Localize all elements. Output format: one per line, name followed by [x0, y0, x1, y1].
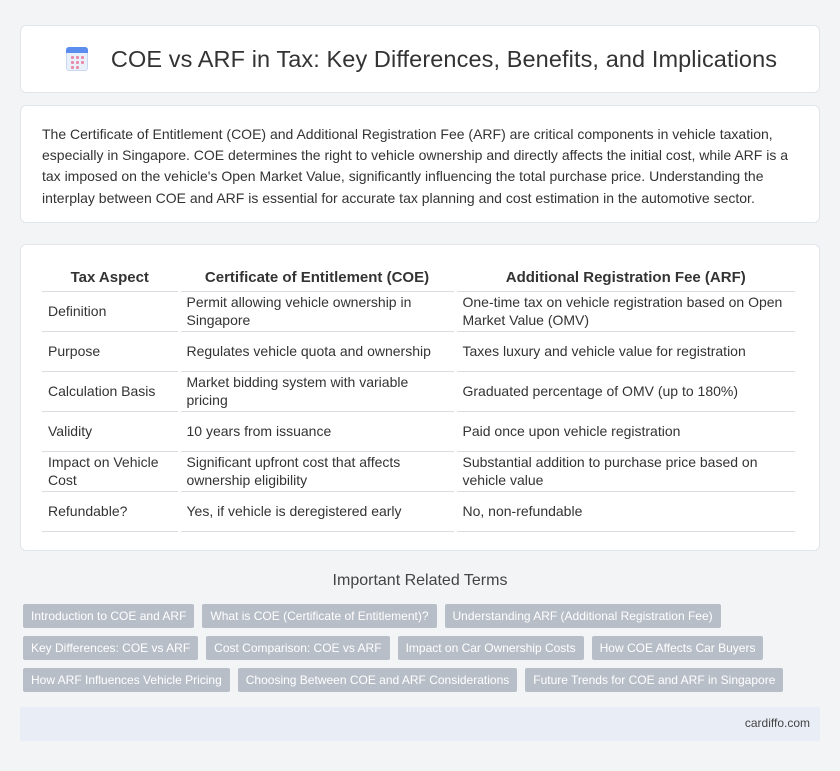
table-cell: Substantial addition to purchase price based on vehicle value	[455, 451, 797, 491]
table-cell: Validity	[42, 411, 179, 451]
term-tag[interactable]: What is COE (Certificate of Entitlement)?	[202, 604, 436, 628]
term-tag[interactable]: Understanding ARF (Additional Registration Fee)	[445, 604, 721, 628]
page-title: COE vs ARF in Tax: Key Differences, Benefits, and Implications	[110, 45, 778, 72]
header-card	[20, 25, 820, 93]
comparison-table	[42, 265, 798, 532]
table-row	[42, 451, 797, 491]
footer-site-link[interactable]: cardiffo.com	[744, 716, 810, 730]
table-cell: Taxes luxury and vehicle value for registration	[455, 331, 797, 371]
terms-row	[23, 668, 823, 692]
term-tag[interactable]: Key Differences: COE vs ARF	[23, 636, 198, 660]
table-cell: Market bidding system with variable pricing	[179, 371, 455, 411]
document-icon	[63, 45, 91, 73]
term-tag[interactable]: How COE Affects Car Buyers	[592, 636, 764, 660]
footer-bar	[20, 707, 820, 741]
table-row	[42, 411, 797, 451]
table-row	[42, 491, 797, 531]
term-tag[interactable]: Future Trends for COE and ARF in Singapore	[525, 668, 783, 692]
terms-row	[23, 636, 823, 660]
column-header: Additional Registration Fee (ARF)	[455, 265, 797, 291]
table-header-row	[42, 265, 797, 291]
term-tag[interactable]: Cost Comparison: COE vs ARF	[206, 636, 389, 660]
table-cell: Refundable?	[42, 491, 179, 531]
table-cell: Definition	[42, 291, 179, 331]
comparison-table-card	[20, 244, 820, 551]
table-cell: Impact on Vehicle Cost	[42, 451, 179, 491]
column-header: Certificate of Entitlement (COE)	[179, 265, 455, 291]
intro-card	[20, 105, 820, 223]
table-row	[42, 371, 797, 411]
table-cell: 10 years from issuance	[179, 411, 455, 451]
table-cell: One-time tax on vehicle registration based on Open Market Value (OMV)	[455, 291, 797, 331]
term-tag[interactable]: How ARF Influences Vehicle Pricing	[23, 668, 230, 692]
term-tag[interactable]: Introduction to COE and ARF	[23, 604, 194, 628]
related-terms-list	[23, 604, 823, 700]
term-tag[interactable]: Choosing Between COE and ARF Considerations	[238, 668, 517, 692]
term-tag[interactable]: Impact on Car Ownership Costs	[398, 636, 584, 660]
table-cell: No, non-refundable	[455, 491, 797, 531]
table-cell: Paid once upon vehicle registration	[455, 411, 797, 451]
table-row	[42, 331, 797, 371]
table-cell: Permit allowing vehicle ownership in Singapore	[179, 291, 455, 331]
column-header: Tax Aspect	[42, 265, 179, 291]
table-row	[42, 291, 797, 331]
intro-paragraph: The Certificate of Entitlement (COE) and Additional Registration Fee (ARF) are critical components in vehicle taxation, especially in Singapore. COE determines the right to vehicle ownership and directly affects the initial cost, while ARF is a tax imposed on the vehicle's Open Market Value, significantly influencing the total purchase price. Understanding the interplay between COE and ARF is essential for accurate tax planning and cost estimation in the automotive sector.	[42, 126, 788, 206]
table-cell: Calculation Basis	[42, 371, 179, 411]
table-cell: Purpose	[42, 331, 179, 371]
terms-row	[23, 604, 823, 628]
table-cell: Regulates vehicle quota and ownership	[179, 331, 455, 371]
related-terms-title: Important Related Terms	[332, 572, 508, 589]
table-cell: Yes, if vehicle is deregistered early	[179, 491, 455, 531]
table-cell: Graduated percentage of OMV (up to 180%)	[455, 371, 797, 411]
table-cell: Significant upfront cost that affects ownership eligibility	[179, 451, 455, 491]
